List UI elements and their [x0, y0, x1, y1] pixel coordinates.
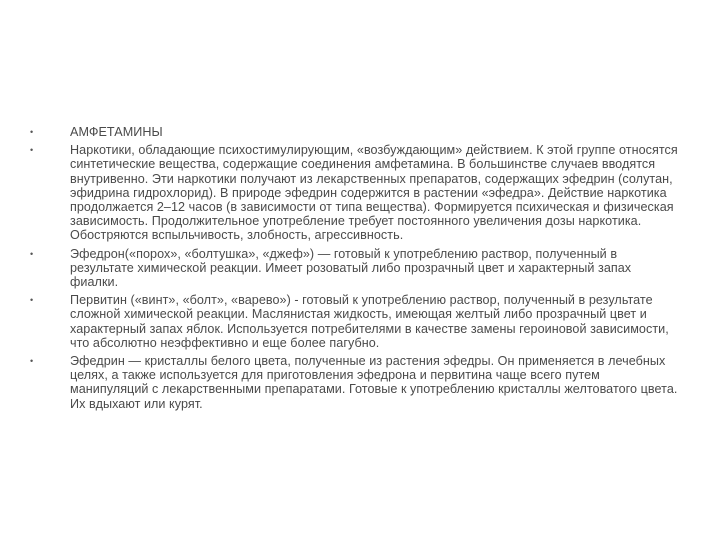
- bullet-item-ephedrine: [28, 354, 678, 411]
- slide-content: [28, 125, 678, 415]
- bullet-item-pervitin: [28, 293, 678, 350]
- bullet-text-ephedrine: Эфедрин — кристаллы белого цвета, полученные из растения эфедры. Он применяется в лечебных целях, а также используется для приготовления эфедрона и первитина чаще всего путем манипуляций с лекарственными препаратами. Готовые к употреблению кристаллы желтоватого цвета. Их вдыхают или курят.: [70, 354, 678, 411]
- bullet-icon: •: [30, 295, 34, 306]
- bullet-text-ephedrone: Эфедрон(«порох», «болтушка», «джеф») — готовый к употреблению раствор, полученный в результате химической реакции. Имеет розоватый либо прозрачный цвет и характерный запах фиалки.: [70, 246, 632, 290]
- bullet-icon: •: [30, 356, 34, 367]
- bullet-item-heading: [28, 125, 678, 139]
- bullet-list: [28, 125, 678, 411]
- bullet-text-pervitin: Первитин («винт», «болт», «варево») - готовый к употреблению раствор, полученный в результате сложной химической реакции. Маслянистая жидкость, имеющая желтый либо прозрачный цвет и характерный запах яблок. Используется потребителями в качестве замены героиновой зависимости, что абсолютно неэффективно и еще более пагубно.: [70, 293, 669, 350]
- bullet-text-heading: АМФЕТАМИНЫ: [70, 125, 163, 139]
- bullet-icon: •: [30, 127, 34, 137]
- bullet-icon: •: [30, 145, 34, 156]
- bullet-item-narcotics: [28, 143, 678, 242]
- bullet-icon: •: [30, 248, 34, 259]
- bullet-text-narcotics: Наркотики, обладающие психостимулирующим, «возбуждающим» действием. К этой группе относятся синтетические вещества, содержащие соединения амфетамина. В большинстве случаев вводятся внутривенно. Эти наркотики получают из лекарственных препаратов, содержащих эфедрин (солутан, эфидрина гидрохлорид). В природе эфедрин содержится в растении «эфедра». Действие наркотика продолжается 2–12 часов (в зависимости от типа вещества). Формируется психическая и физическая зависимость. Продолжительное употребление требует постоянного увеличения дозы наркотика. Обостряются вспыльчивость, злобность, агрессивность.: [70, 143, 678, 243]
- bullet-item-ephedrone: [28, 247, 678, 290]
